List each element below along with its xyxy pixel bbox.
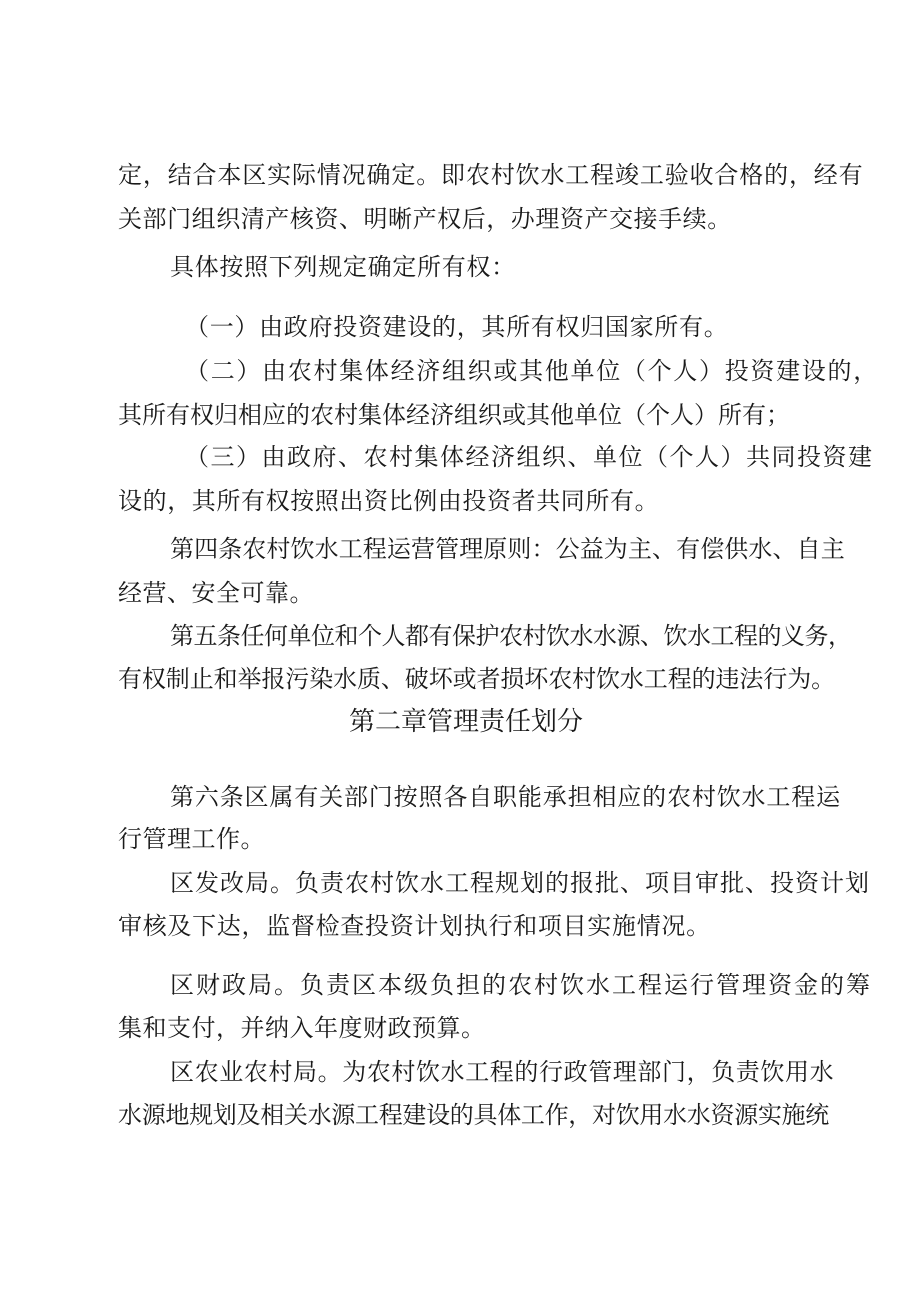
paragraph-line: 其所有权归相应的农村集体经济组织或其他单位（个人）所有； <box>118 401 790 429</box>
paragraph-line: 水源地规划及相关水源工程建设的具体工作，对饮用水水资源实施统 <box>118 1101 829 1129</box>
chapter-heading: 第二章管理责任划分 <box>349 707 584 737</box>
paragraph-line: 有权制止和举报污染水质、破坏或者损坏农村饮水工程的违法行为。 <box>118 665 835 693</box>
paragraph-line: 定，结合本区实际情况确定。即农村饮水工程竣工验收合格的，经有 <box>118 161 864 189</box>
paragraph-line: （三）由政府、农村集体经济组织、单位（个人）共同投资建 <box>185 443 874 471</box>
paragraph-line: 具体按照下列规定确定所有权： <box>170 253 516 281</box>
paragraph-line: 区财政局。负责区本级负担的农村饮水工程运行管理资金的筹 <box>170 971 872 999</box>
paragraph-line: 经营、安全可靠。 <box>118 579 314 607</box>
paragraph-line: 区农业农村局。为农村饮水工程的行政管理部门，负责饮用水 <box>170 1058 835 1086</box>
paragraph-line: 区发改局。负责农村饮水工程规划的报批、项目审批、投资计划 <box>170 869 870 897</box>
paragraph-line: 集和支付，并纳入年度财政预算。 <box>118 1014 486 1042</box>
paragraph-line: （一）由政府投资建设的，其所有权归国家所有。 <box>185 313 729 341</box>
paragraph-line: 行管理工作。 <box>118 825 265 853</box>
paragraph-line: （二）由农村集体经济组织或其他单位（个人）投资建设的， <box>185 357 879 385</box>
paragraph-line: 第六条区属有关部门按照各自职能承担相应的农村饮水工程运 <box>170 783 841 811</box>
paragraph-line: 第四条农村饮水工程运营管理原则：公益为主、有偿供水、自主 <box>170 535 845 563</box>
paragraph-line: 设的，其所有权按照出资比例由投资者共同所有。 <box>118 487 660 515</box>
paragraph-line: 第五条任何单位和个人都有保护农村饮水水源、饮水工程的义务， <box>170 622 852 650</box>
paragraph-line: 审核及下达，监督检查投资计划执行和项目实施情况。 <box>118 912 711 940</box>
paragraph-line: 关部门组织清产核资、明晰产权后，办理资产交接手续。 <box>118 205 732 233</box>
